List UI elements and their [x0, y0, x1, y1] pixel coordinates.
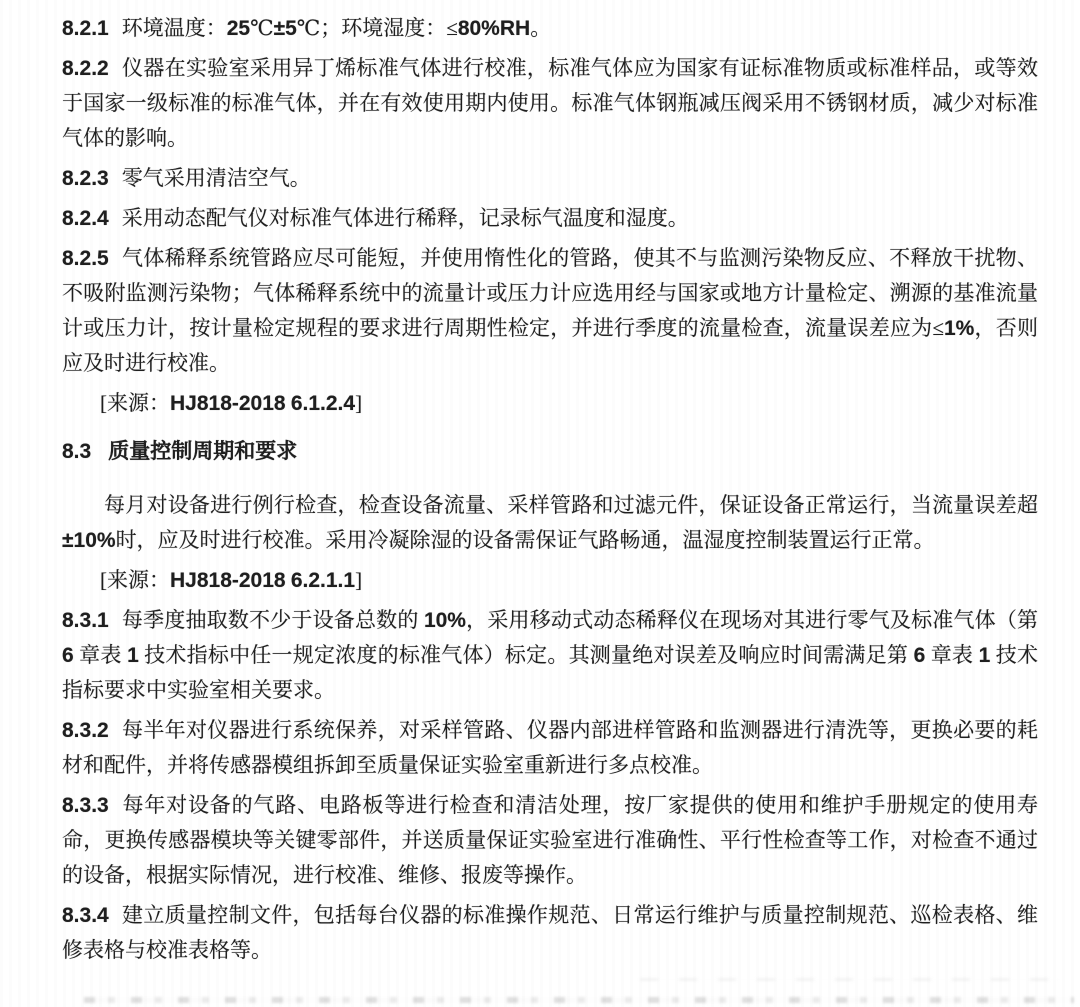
paragraph-text: 质量控制周期和要求	[108, 440, 298, 463]
clause-number: 8.3.2	[62, 719, 109, 742]
clause-8.3.4	[62, 898, 1038, 968]
clause-8.2.4	[62, 201, 1038, 236]
paragraph-text: 气体稀释系统管路应尽可能短，并使用惰性化的管路，使其不与监测污染物反应、不释放干扰物、不吸附监测污染物；气体稀释系统中的流量计或压力计应选用经与国家或地方计量检定、溯源的基准流量计或压力计，按计量检定规程的要求进行周期性检定，并进行季度的流量检查，流量误差应为≤1%，否则应及时进行校准。	[62, 246, 1039, 375]
scan-smudge-artifact	[640, 978, 1060, 981]
clause-number: 8.3	[62, 440, 92, 463]
paragraph-text: 零气采用清洁空气。	[121, 166, 311, 190]
numeric-run: 6	[913, 644, 926, 667]
numeric-run: HJ818-2018	[170, 569, 286, 592]
numeric-run: 10%	[423, 609, 466, 632]
paragraph-text: 采用动态配气仪对标准气体进行稀释，记录标气温度和湿度。	[121, 206, 689, 230]
scan-bottom-artifact	[84, 997, 1074, 1003]
clause-number: 8.2.2	[62, 57, 109, 80]
body-indent-7	[62, 488, 1038, 558]
numeric-run: ±10%	[62, 529, 116, 552]
clause-8.2.2	[62, 51, 1038, 156]
document-body	[62, 11, 1038, 973]
clause-number: 8.3.4	[62, 904, 109, 927]
paragraph-text: 建立质量控制文件，包括每台仪器的标准操作规范、日常运行维护与质量控制规范、巡检表格、维修表格与校准表格等。	[62, 903, 1038, 962]
numeric-run: 80%RH	[457, 17, 531, 40]
clause-8.3.3	[62, 788, 1038, 893]
paragraph-text: [来源：HJ818-2018 6.2.1.1]	[100, 568, 363, 592]
clause-number: 8.2.5	[62, 247, 109, 270]
clause-number: 8.3.1	[62, 609, 109, 632]
paragraph-text: 仪器在实验室采用异丁烯标准气体进行校准，标准气体应为国家有证标准物质或标准样品，或等效于国家一级标准的标准气体，并在有效使用期内使用。标准气体钢瓶减压阀采用不锈钢材质，减少对标准气体的影响。	[62, 56, 1038, 150]
numeric-run: 6.2.1.1	[290, 569, 356, 592]
paragraph-text: 环境温度：25℃±5℃；环境湿度：≤80%RH。	[121, 16, 552, 40]
numeric-run: 6.1.2.4	[290, 392, 356, 415]
heading-8.3	[62, 434, 1038, 469]
numeric-run: 1	[127, 644, 139, 667]
paragraph-text: 每年对设备的气路、电路板等进行检查和清洁处理，按厂家提供的使用和维护手册规定的使用寿命，更换传感器模块等关键零部件，并送质量保证实验室进行准确性、平行性检查等工作，对检查不通过的设备，根据实际情况，进行校准、维修、报废等操作。	[62, 793, 1038, 887]
numeric-run: 6	[62, 644, 74, 667]
paragraph-text: 每季度抽取数不少于设备总数的 10%，采用移动式动态稀释仪在现场对其进行零气及标准气体（第 6 章表 1 技术指标中任一规定浓度的标准气体）标定。其测量绝对误差及响应时间需满足第 6 章表 1 技术指标要求中实验室相关要求。	[62, 608, 1039, 702]
clause-8.3.1	[62, 603, 1038, 708]
clause-8.3.2	[62, 713, 1038, 783]
numeric-run: ±5	[273, 17, 297, 40]
clause-8.2.5	[62, 241, 1038, 381]
paragraph-text: [来源：HJ818-2018 6.1.2.4]	[100, 391, 363, 415]
clause-number: 8.3.3	[62, 794, 109, 817]
clause-8.2.3	[62, 161, 1038, 196]
clause-number: 8.2.1	[62, 17, 109, 40]
numeric-run: 1	[978, 644, 991, 667]
source-8	[62, 563, 1038, 598]
numeric-run: 1%	[943, 317, 975, 340]
clause-number: 8.2.4	[62, 207, 109, 230]
paragraph-text: 每月对设备进行例行检查，检查设备流量、采样管路和过滤元件，保证设备正常运行，当流量误差超±10%时，应及时进行校准。采用冷凝除湿的设备需保证气路畅通，温湿度控制装置运行正常。	[62, 493, 1038, 552]
source-5	[62, 386, 1038, 421]
clause-number: 8.2.3	[62, 167, 109, 190]
numeric-run: 25	[226, 17, 251, 40]
clause-8.2.1	[62, 11, 1038, 46]
paragraph-text: 每半年对仪器进行系统保养，对采样管路、仪器内部进样管路和监测器进行清洗等，更换必要的耗材和配件，并将传感器模组拆卸至质量保证实验室重新进行多点校准。	[62, 718, 1038, 777]
numeric-run: HJ818-2018	[170, 392, 286, 415]
